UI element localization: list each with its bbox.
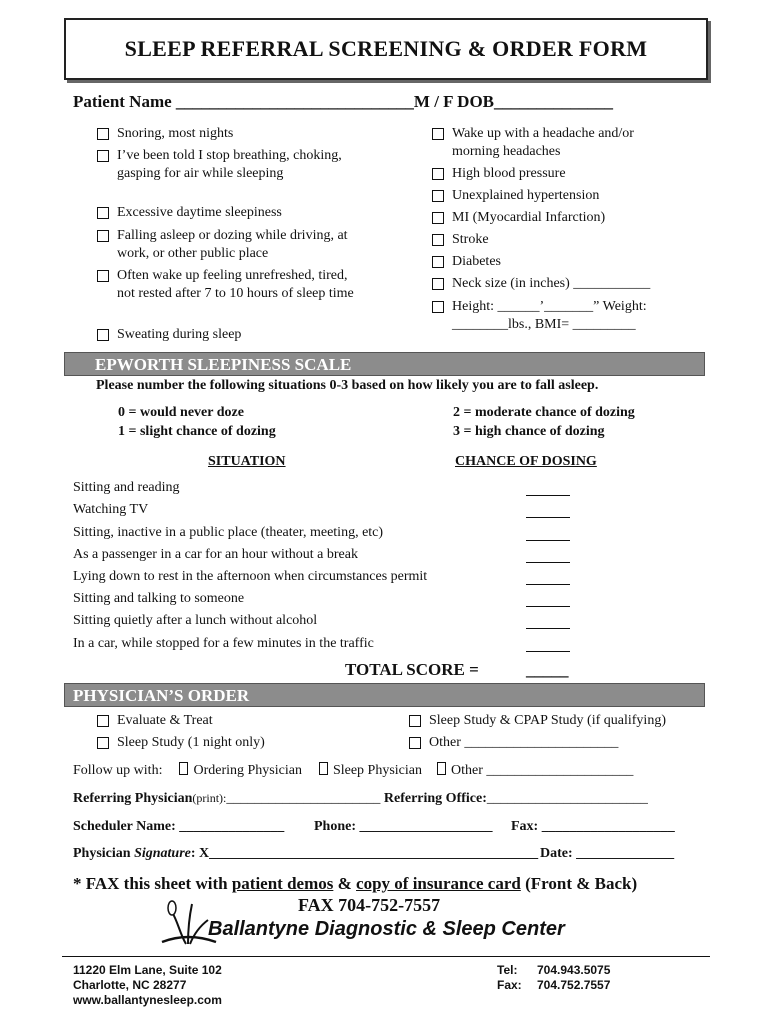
symptom-height-weight[interactable] xyxy=(432,298,694,334)
order-evaluate[interactable] xyxy=(97,712,317,730)
referring-physician-line[interactable]: ______________________ xyxy=(226,791,381,806)
referring-office-line[interactable]: _______________________ xyxy=(486,791,648,806)
symptom-neck-size[interactable] xyxy=(432,275,692,293)
scale-2: 2 = moderate chance of dozing xyxy=(453,405,635,420)
print-label: (print): xyxy=(192,791,227,805)
address-line2: Charlotte, NC 28277 xyxy=(73,978,187,992)
symptom-stroke[interactable] xyxy=(432,231,692,249)
checkbox[interactable] xyxy=(409,715,421,727)
checkbox[interactable] xyxy=(97,207,109,219)
checkbox[interactable] xyxy=(97,230,109,242)
physician-signature[interactable] xyxy=(73,846,538,862)
symptom-label: I’ve been told I stop breathing, choking, gasping for air while sleeping xyxy=(117,148,342,181)
symptom-blood-pressure[interactable] xyxy=(432,165,692,183)
situation-item: Sitting and talking to someone xyxy=(73,591,245,606)
checkbox[interactable] xyxy=(432,128,444,140)
order-label: Sleep Study & CPAP Study (if qualifying) xyxy=(429,713,666,728)
order-label: Evaluate & Treat xyxy=(117,713,213,728)
fax-note-b: patient demos xyxy=(231,874,334,893)
checkbox[interactable] xyxy=(97,150,109,162)
score-blank[interactable] xyxy=(526,606,570,607)
symptom-stop-breathing[interactable] xyxy=(97,147,342,183)
checkbox[interactable] xyxy=(432,168,444,180)
symptom-snoring[interactable] xyxy=(97,125,377,143)
score-blank[interactable] xyxy=(526,517,570,518)
symptom-label: Excessive daytime sleepiness xyxy=(117,205,282,220)
signature-label-b: Signature xyxy=(134,846,191,861)
symptom-label: MI (Myocardial Infarction) xyxy=(452,210,606,225)
column-chance: CHANCE OF DOSING xyxy=(455,454,597,469)
column-situation: SITUATION xyxy=(208,454,286,469)
physician-order-header: PHYSICIAN’S ORDER xyxy=(64,683,705,707)
scheduler-name[interactable]: Scheduler Name: _______________ xyxy=(73,819,285,834)
date-field[interactable]: Date: ______________ xyxy=(540,846,675,861)
situation-item: In a car, while stopped for a few minutes in the traffic xyxy=(73,636,374,651)
situation-item: Sitting quietly after a lunch without alcohol xyxy=(73,613,318,628)
score-blank[interactable] xyxy=(526,584,570,585)
tel-number: 704.943.5075 xyxy=(537,963,611,977)
checkbox[interactable] xyxy=(432,190,444,202)
followup-other: Other _____________________ xyxy=(451,763,634,778)
fax-note-d: copy of insurance card xyxy=(356,874,521,893)
order-label: Other ______________________ xyxy=(429,735,619,750)
symptom-falling-asleep[interactable] xyxy=(97,227,372,263)
symptom-sweating[interactable] xyxy=(97,326,377,344)
situation-item: Sitting, inactive in a public place (theater, meeting, etc) xyxy=(73,525,384,540)
symptom-label: Sweating during sleep xyxy=(117,327,242,342)
order-label: Sleep Study (1 night only) xyxy=(117,735,265,750)
symptom-label: Unexplained hypertension xyxy=(452,188,600,203)
referring-row[interactable] xyxy=(73,791,648,807)
symptom-headache[interactable] xyxy=(432,125,682,161)
scale-3: 3 = high chance of dozing xyxy=(453,424,605,439)
symptom-label: Often wake up feeling unrefreshed, tired, not rested after 7 to 10 hours of sleep time xyxy=(117,268,354,301)
symptom-label: High blood pressure xyxy=(452,166,566,181)
checkbox[interactable] xyxy=(432,256,444,268)
fax-note-c: & xyxy=(333,874,357,893)
symptom-unrefreshed[interactable] xyxy=(97,267,367,303)
total-score-label: TOTAL SCORE = xyxy=(345,660,479,679)
epworth-header: EPWORTH SLEEPINESS SCALE xyxy=(64,352,705,376)
symptom-label: Diabetes xyxy=(452,254,501,269)
fax-note-a: * FAX this sheet with xyxy=(73,874,232,893)
symptom-diabetes[interactable] xyxy=(432,253,692,271)
score-blank[interactable] xyxy=(526,628,570,629)
symptom-label: Falling asleep or dozing while driving, at work, or other public place xyxy=(117,228,348,261)
score-blank[interactable] xyxy=(526,651,570,652)
followup-row xyxy=(73,762,633,779)
checkbox[interactable] xyxy=(409,737,421,749)
patient-name-line[interactable]: Patient Name ____________________________M / F DOB______________ xyxy=(73,92,614,111)
checkbox[interactable] xyxy=(97,715,109,727)
center-name: Ballantyne Diagnostic & Sleep Center xyxy=(208,918,565,940)
symptom-label: Wake up with a headache and/or morning headaches xyxy=(452,126,634,159)
fax-note-e: (Front & Back) xyxy=(520,874,638,893)
symptom-mi[interactable] xyxy=(432,209,692,227)
checkbox[interactable] xyxy=(97,270,109,282)
fax-field[interactable]: Fax: ___________________ xyxy=(511,819,675,834)
followup-label: Follow up with: xyxy=(73,763,163,778)
followup-ordering: Ordering Physician xyxy=(193,763,302,778)
followup-checkbox[interactable] xyxy=(437,762,446,775)
symptom-hypertension[interactable] xyxy=(432,187,692,205)
footer-divider xyxy=(62,956,710,957)
fax-label: Fax: xyxy=(497,978,522,992)
footer-address xyxy=(73,963,222,1008)
scale-0: 0 = would never doze xyxy=(118,405,244,420)
situation-item: Watching TV xyxy=(73,502,149,517)
symptom-label: Snoring, most nights xyxy=(117,126,234,141)
score-blank[interactable] xyxy=(526,495,570,496)
checkbox[interactable] xyxy=(97,128,109,140)
followup-checkbox[interactable] xyxy=(319,762,328,775)
order-sleep-study[interactable] xyxy=(97,734,317,752)
referring-office-label: Referring Office: xyxy=(383,791,487,806)
checkbox[interactable] xyxy=(432,301,444,313)
signature-label-a: Physician xyxy=(73,846,135,861)
situation-item: Sitting and reading xyxy=(73,480,180,495)
checkbox[interactable] xyxy=(432,212,444,224)
followup-checkbox[interactable] xyxy=(179,762,188,775)
scale-1: 1 = slight chance of dozing xyxy=(118,424,276,439)
signature-line[interactable]: : X_______________________________________________ xyxy=(190,846,539,861)
form-title: SLEEP REFERRAL SCREENING & ORDER FORM xyxy=(124,36,648,61)
referring-physician-label: Referring Physician xyxy=(73,791,193,806)
checkbox[interactable] xyxy=(97,737,109,749)
checkbox[interactable] xyxy=(432,278,444,290)
score-blank[interactable] xyxy=(526,540,570,541)
tel-label: Tel: xyxy=(497,963,518,977)
fax-number: FAX 704-752-7557 xyxy=(298,895,441,915)
score-blank[interactable] xyxy=(526,562,570,563)
address-line1: 11220 Elm Lane, Suite 102 xyxy=(73,963,222,977)
symptom-daytime-sleepiness[interactable] xyxy=(97,204,377,222)
symptom-label: Neck size (in inches) ___________ xyxy=(452,276,651,291)
symptom-label: Stroke xyxy=(452,232,489,247)
phone-field[interactable]: Phone: ___________________ xyxy=(314,819,493,834)
fax-note xyxy=(73,874,637,894)
total-score-blank[interactable]: _____ xyxy=(526,660,569,679)
symptom-label: Height: ______’_______” Weight: ________lbs., BMI= _________ xyxy=(452,299,647,332)
checkbox[interactable] xyxy=(432,234,444,246)
epworth-instruction: Please number the following situations 0-3 based on how likely you are to fall asleep. xyxy=(96,378,599,393)
order-cpap[interactable] xyxy=(409,712,709,730)
form-title-box xyxy=(64,18,708,80)
situation-item: Lying down to rest in the afternoon when circumstances permit xyxy=(73,569,428,584)
checkbox[interactable] xyxy=(97,329,109,341)
order-other[interactable] xyxy=(409,734,669,752)
followup-sleep: Sleep Physician xyxy=(332,763,422,778)
footer-contact xyxy=(497,963,610,993)
footer-fax-number: 704.752.7557 xyxy=(537,978,611,992)
website[interactable]: www.ballantynesleep.com xyxy=(73,993,222,1007)
situation-item: As a passenger in a car for an hour without a break xyxy=(73,547,358,562)
